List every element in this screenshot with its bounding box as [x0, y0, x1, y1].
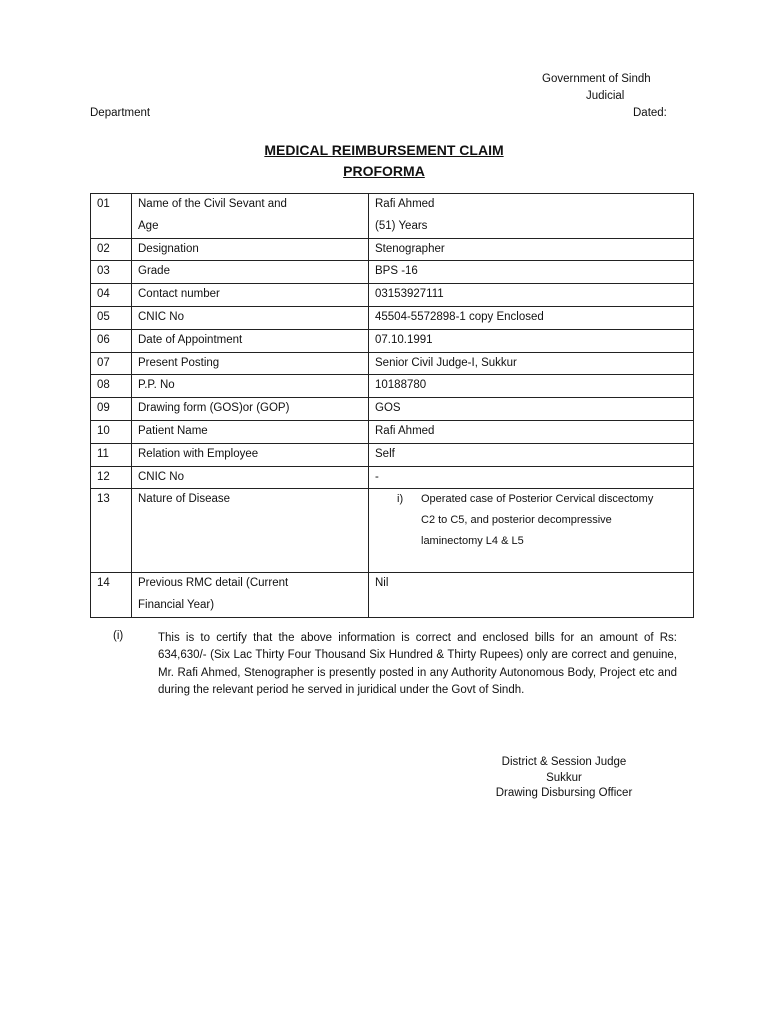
- row-label: CNIC No: [132, 466, 369, 489]
- table-row: [91, 261, 694, 284]
- row-label: Grade: [132, 261, 369, 284]
- table-row: [91, 466, 694, 489]
- header-judicial: Judicial: [586, 90, 625, 102]
- table-row: [91, 238, 694, 261]
- certificate-text: This is to certify that the above information is correct and enclosed bills for an amount of Rs: 634,630/- (Six Lac Thirty Four Thousand Six Hundred & Thirty Rupees) only are correct and genuine, Mr. Rafi Ahmed, Stenographer is presently posted in any Authority Autonomous Body, Project etc and during the relevant period he served in juridical under the Govt of Sindh.: [158, 632, 677, 696]
- table-row: [91, 443, 694, 466]
- row-number: 13: [91, 489, 132, 573]
- row-label: Date of Appointment: [132, 329, 369, 352]
- header-government: Government of Sindh: [542, 73, 651, 85]
- header-dated: Dated:: [633, 107, 667, 119]
- table-row: [91, 194, 694, 239]
- row-number: 11: [91, 443, 132, 466]
- row-number: 04: [91, 284, 132, 307]
- table-row: [91, 329, 694, 352]
- row-value: 03153927111: [369, 284, 694, 307]
- row-number: 05: [91, 306, 132, 329]
- row-label: Designation: [132, 238, 369, 261]
- row-number: 08: [91, 375, 132, 398]
- row-number: 09: [91, 398, 132, 421]
- row-label: Contact number: [132, 284, 369, 307]
- header-department: Department: [90, 107, 151, 119]
- table-row: [91, 420, 694, 443]
- row-number: 12: [91, 466, 132, 489]
- certificate-number: (i): [113, 630, 124, 642]
- claim-table: [90, 193, 694, 618]
- row-label: CNIC No: [132, 306, 369, 329]
- row-number: 01: [91, 194, 132, 239]
- row-value: Rafi Ahmed (51) Years: [369, 194, 694, 239]
- row-number: 07: [91, 352, 132, 375]
- row-value: 07.10.1991: [369, 329, 694, 352]
- row-number: 14: [91, 573, 132, 618]
- row-value: Rafi Ahmed: [369, 420, 694, 443]
- signature-location: Sukkur: [546, 771, 582, 784]
- row-value: GOS: [369, 398, 694, 421]
- row-label: Nature of Disease: [132, 489, 369, 573]
- row-value: BPS -16: [369, 261, 694, 284]
- table-row: [91, 489, 694, 573]
- signature-block: [480, 755, 648, 802]
- row-value: 45504-5572898-1 copy Enclosed: [369, 306, 694, 329]
- row-value: Senior Civil Judge-I, Sukkur: [369, 352, 694, 375]
- row-number: 03: [91, 261, 132, 284]
- row-value: 10188780: [369, 375, 694, 398]
- row-value: Stenographer: [369, 238, 694, 261]
- table-row: [91, 306, 694, 329]
- disease-list-item: [375, 489, 687, 552]
- row-label: P.P. No: [132, 375, 369, 398]
- row-label: Name of the Civil Sevant and Age: [132, 194, 369, 239]
- row-value: [369, 489, 694, 573]
- row-number: 02: [91, 238, 132, 261]
- row-value: -: [369, 466, 694, 489]
- table-row: [91, 284, 694, 307]
- table-row: [91, 375, 694, 398]
- row-label: Present Posting: [132, 352, 369, 375]
- table-row: [91, 398, 694, 421]
- table-row: [91, 573, 694, 618]
- row-value: Self: [369, 443, 694, 466]
- row-label: Drawing form (GOS)or (GOP): [132, 398, 369, 421]
- disease-item-number: i): [397, 493, 404, 506]
- table-row: [91, 352, 694, 375]
- signature-role: Drawing Disbursing Officer: [495, 787, 633, 799]
- form-title-line2: PROFORMA: [343, 163, 425, 179]
- row-number: 10: [91, 420, 132, 443]
- row-number: 06: [91, 329, 132, 352]
- row-label: Relation with Employee: [132, 443, 369, 466]
- row-label: Patient Name: [132, 420, 369, 443]
- row-value: Nil: [369, 573, 694, 618]
- signature-title: District & Session Judge: [501, 756, 627, 768]
- form-title-line1: MEDICAL REIMBURSEMENT CLAIM: [264, 142, 504, 158]
- disease-item-text: Operated case of Posterior Cervical discectomy C2 to C5, and posterior decompressive laminectomy L4 & L5: [421, 493, 654, 548]
- row-label: Previous RMC detail (Current Financial Year): [132, 573, 369, 618]
